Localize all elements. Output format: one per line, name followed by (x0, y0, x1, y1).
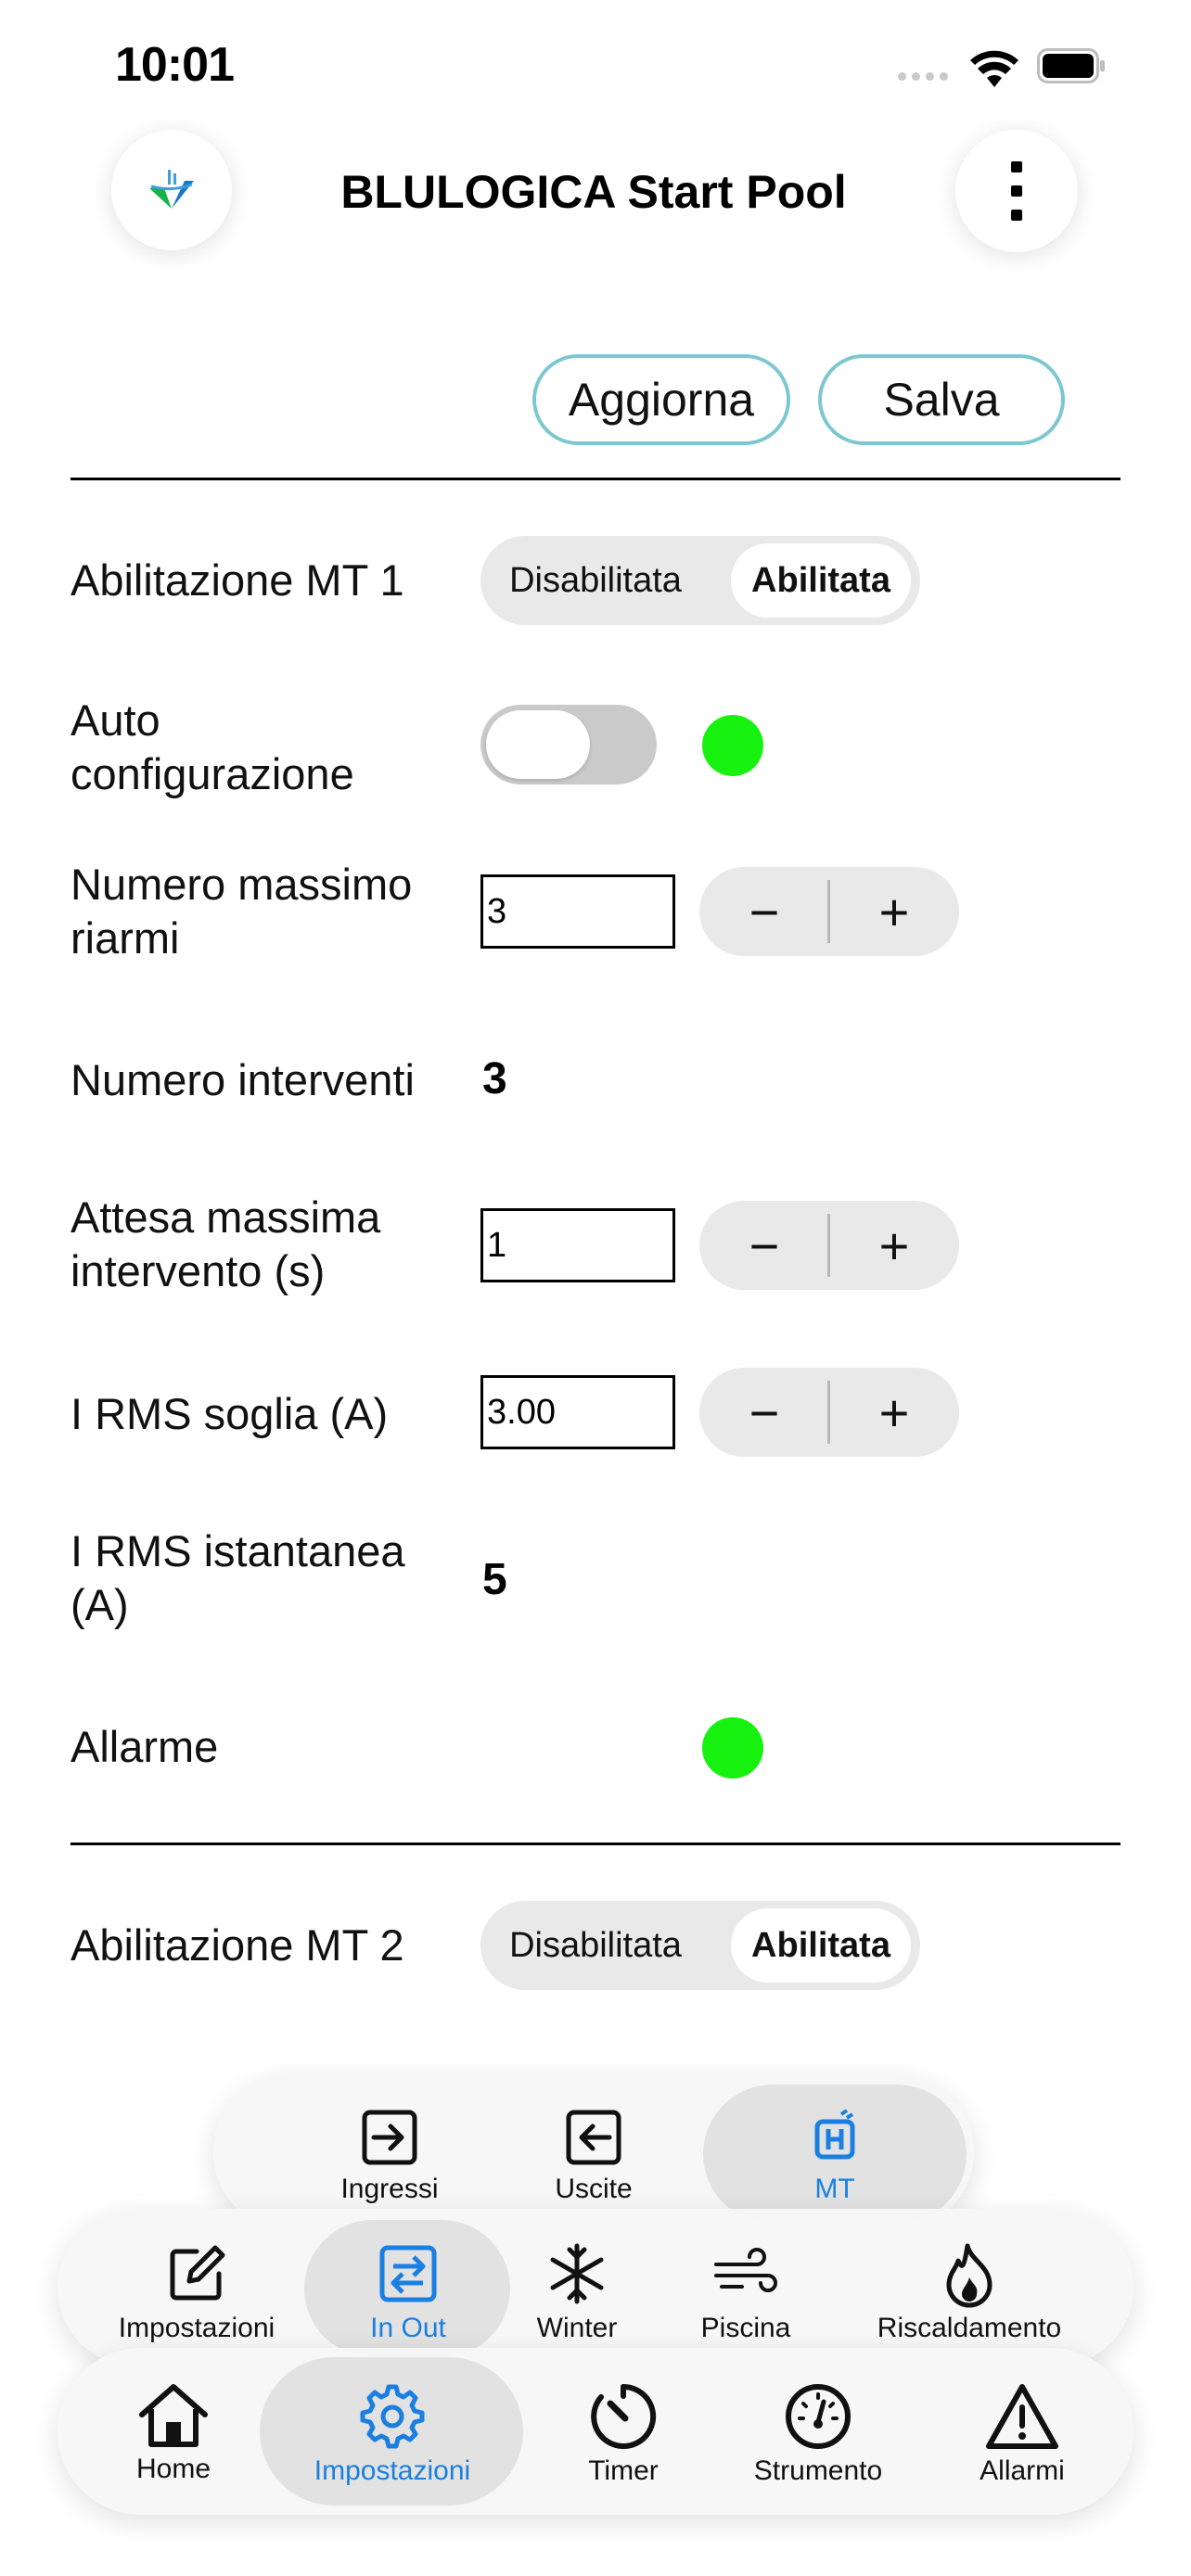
tab-impostazioni[interactable] (276, 2381, 508, 2487)
tab-home[interactable] (85, 2381, 262, 2485)
tab-label: Winter (536, 2313, 618, 2343)
tab-in-out[interactable] (306, 2242, 510, 2344)
motor-protection-icon (804, 2107, 865, 2168)
main-tab-bar (58, 2348, 1133, 2515)
tab-label: Home (135, 2454, 211, 2484)
decrement-button[interactable]: − (749, 1216, 780, 1275)
auto-config-label-line2: configurazione (70, 749, 354, 798)
irms-instant-value: 5 (482, 1555, 507, 1604)
warning-icon (985, 2381, 1059, 2452)
mt2-enable-label: Abilitazione MT 2 (70, 1920, 404, 1970)
section-divider (70, 1843, 1121, 1845)
segment-disabled[interactable]: Disabilitata (509, 560, 682, 600)
more-dot-icon (1011, 210, 1022, 221)
mid-tab-bar (58, 2209, 1133, 2366)
in-out-icon (377, 2242, 440, 2305)
irms-threshold-stepper[interactable] (699, 1368, 959, 1457)
sub-tab-bar (213, 2073, 974, 2231)
tab-label: MT (814, 2174, 855, 2204)
battery-icon (1037, 48, 1106, 83)
irms-instant-label (70, 1524, 405, 1632)
more-dot-icon (1011, 185, 1022, 197)
tab-mt[interactable] (733, 2107, 937, 2205)
tab-riscaldamento[interactable] (844, 2242, 1095, 2344)
wifi-icon (968, 50, 1020, 89)
app-title: BLULOGICA Start Pool (340, 166, 847, 218)
max-wait-stepper[interactable] (699, 1201, 959, 1290)
max-wait-input[interactable] (480, 1208, 675, 1282)
max-rearm-label-line2: riarmi (70, 913, 180, 963)
tab-label: Impostazioni (118, 2313, 275, 2343)
tab-label: Timer (588, 2455, 659, 2486)
more-dot-icon (1011, 161, 1022, 172)
max-rearm-label-line1: Numero massimo (70, 860, 413, 909)
tab-strumento[interactable] (725, 2381, 911, 2487)
alarm-label: Allarme (70, 1722, 219, 1771)
tab-label: In Out (370, 2313, 446, 2343)
tab-piscina[interactable] (662, 2242, 829, 2344)
status-time: 10:01 (115, 38, 234, 92)
auto-config-status-indicator (702, 715, 763, 776)
flame-icon (940, 2242, 999, 2309)
irms-instant-label-line2: (A) (70, 1580, 129, 1629)
login-arrow-icon (359, 2107, 420, 2168)
segment-disabled[interactable]: Disabilitata (509, 1925, 682, 1965)
increment-button[interactable]: + (878, 1216, 910, 1275)
interventions-value: 3 (482, 1054, 507, 1103)
irms-instant-label-line1: I RMS istantanea (70, 1526, 405, 1575)
increment-button[interactable]: + (878, 882, 910, 941)
more-menu-button[interactable] (955, 130, 1078, 252)
tab-timer[interactable] (531, 2381, 716, 2487)
tab-label: Allarmi (980, 2455, 1065, 2486)
segment-enabled[interactable]: Abilitata (731, 1908, 911, 1983)
irms-threshold-label: I RMS soglia (A) (70, 1389, 389, 1438)
increment-button[interactable]: + (878, 1383, 910, 1442)
toggle-knob (486, 710, 590, 779)
tab-label: Impostazioni (314, 2455, 471, 2486)
wind-icon (712, 2242, 779, 2305)
mt1-enable-label: Abilitazione MT 1 (70, 555, 404, 605)
app-logo-button[interactable] (111, 130, 232, 250)
tab-impostazioni-sub[interactable] (95, 2242, 299, 2344)
tab-label: Ingressi (340, 2174, 439, 2204)
max-rearm-input[interactable] (480, 874, 675, 949)
decrement-button[interactable]: − (749, 882, 780, 941)
max-wait-label-line2: intervento (s) (70, 1246, 326, 1295)
auto-config-toggle[interactable] (480, 705, 657, 784)
cellular-signal-icon (898, 69, 954, 85)
auto-config-label-line1: Auto (70, 695, 160, 745)
section-divider (70, 478, 1121, 480)
max-wait-label (70, 1191, 380, 1298)
edit-icon (165, 2242, 228, 2305)
logout-arrow-icon (563, 2107, 624, 2168)
gear-icon (357, 2381, 428, 2452)
tab-allarmi[interactable] (929, 2381, 1115, 2487)
timer-icon (588, 2381, 659, 2452)
gauge-icon (783, 2381, 853, 2452)
max-rearm-stepper[interactable] (699, 867, 959, 956)
blulogica-logo-icon (144, 164, 199, 216)
decrement-button[interactable]: − (749, 1383, 780, 1442)
alarm-status-indicator (702, 1717, 763, 1779)
tab-label: Riscaldamento (877, 2313, 1062, 2343)
max-rearm-label (70, 858, 412, 965)
segment-enabled[interactable]: Abilitata (731, 543, 911, 618)
tab-uscite[interactable] (492, 2107, 696, 2205)
snowflake-icon (545, 2242, 608, 2305)
interventions-label: Numero interventi (70, 1055, 415, 1104)
auto-config-label (70, 694, 354, 801)
tab-label: Strumento (753, 2455, 883, 2486)
home-icon (136, 2381, 211, 2448)
tab-winter[interactable] (493, 2242, 660, 2344)
tab-label: Piscina (700, 2313, 791, 2343)
max-wait-label-line1: Attesa massima (70, 1192, 381, 1242)
save-button[interactable]: Salva (818, 354, 1065, 445)
tab-label: Uscite (555, 2174, 633, 2204)
mt2-enable-segmented[interactable] (480, 1901, 920, 1990)
mt1-enable-segmented[interactable] (480, 536, 920, 625)
tab-ingressi[interactable] (288, 2107, 492, 2205)
irms-threshold-input[interactable] (480, 1375, 675, 1449)
refresh-button[interactable]: Aggiorna (532, 354, 790, 445)
